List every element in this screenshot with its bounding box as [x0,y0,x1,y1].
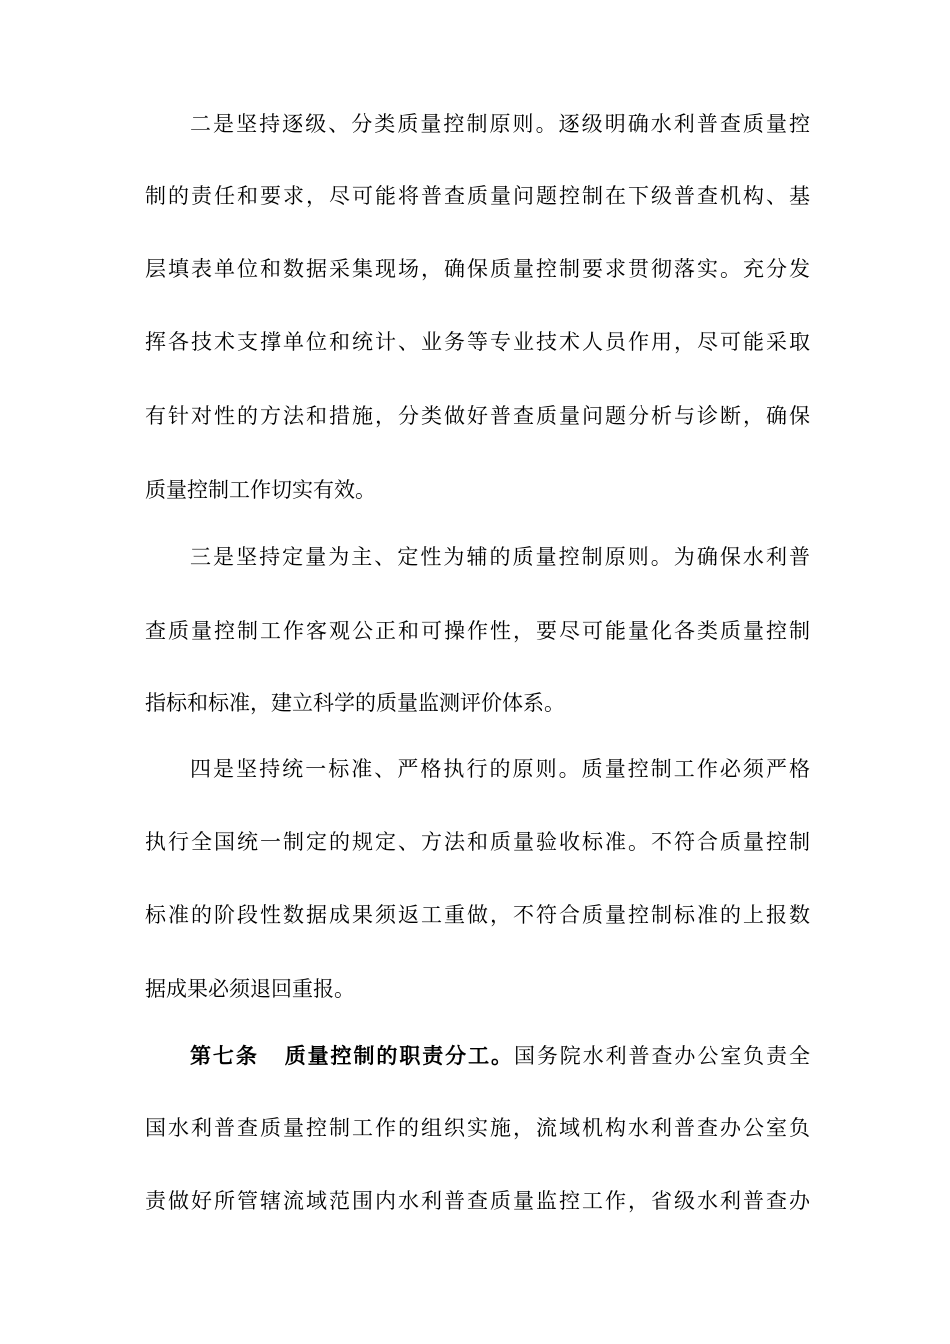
paragraph-1-line-5: 有针对性的方法和措施，分类做好普查质量问题分析与诊断，确保 [145,404,810,428]
paragraph-2-line-1: 三是坚持定量为主、定性为辅的质量控制原则。为确保水利普 [190,545,810,569]
article-7-line-1 [190,1040,810,1072]
paragraph-1-line-3: 层填表单位和数据采集现场，确保质量控制要求贯彻落实。充分发 [145,257,810,281]
paragraph-1-line-2: 制的责任和要求，尽可能将普查质量问题控制在下级普查机构、基 [145,184,810,208]
paragraph-2-line-2: 查质量控制工作客观公正和可操作性，要尽可能量化各类质量控制 [145,619,810,643]
article-7-line-2: 国水利普查质量控制工作的组织实施，流域机构水利普查办公室负 [145,1116,810,1140]
paragraph-3-line-4: 据成果必须退回重报。 [145,977,355,1001]
paragraph-3-line-3: 标准的阶段性数据成果须返工重做，不符合质量控制标准的上报数 [145,903,810,927]
paragraph-3-line-2: 执行全国统一制定的规定、方法和质量验收标准。不符合质量控制 [145,830,810,854]
article-number: 第七条 [190,1043,259,1068]
paragraph-1-line-6: 质量控制工作切实有效。 [145,478,376,502]
paragraph-1-line-4: 挥各技术支撑单位和统计、业务等专业技术人员作用，尽可能采取 [145,330,810,354]
article-7-line-3: 责做好所管辖流域范围内水利普查质量监控工作，省级水利普查办 [145,1189,810,1213]
article-first-line-text: 国务院水利普查办公室负责全 [513,1044,811,1068]
paragraph-2-line-3: 指标和标准，建立科学的质量监测评价体系。 [145,691,565,715]
paragraph-1-line-1: 二是坚持逐级、分类质量控制原则。逐级明确水利普查质量控 [190,112,810,136]
article-title: 质量控制的职责分工。 [282,1043,514,1068]
paragraph-3-line-1: 四是坚持统一标准、严格执行的原则。质量控制工作必须严格 [190,757,810,781]
